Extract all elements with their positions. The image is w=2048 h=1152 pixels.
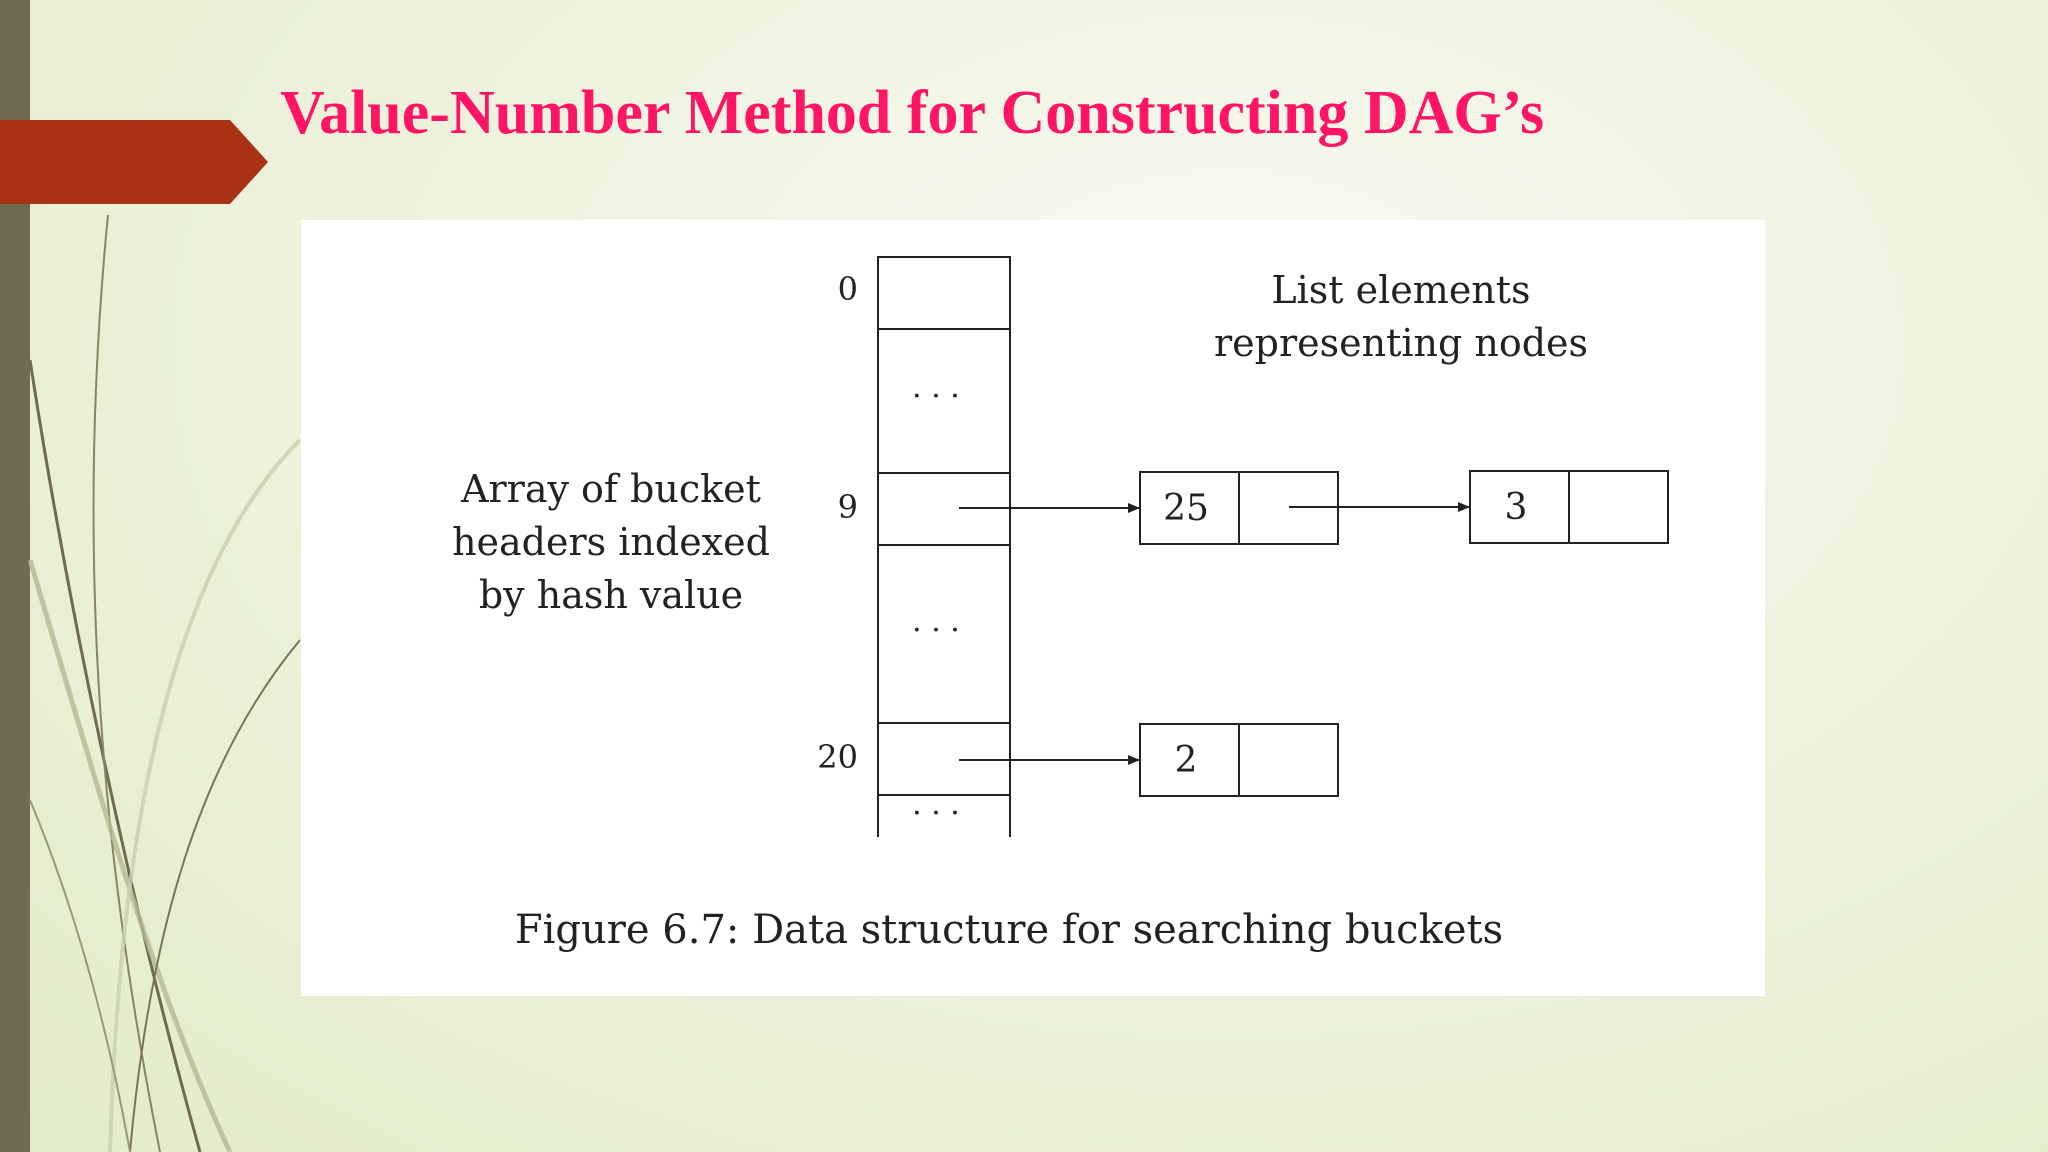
array-label-line-2: headers indexed: [452, 520, 770, 564]
bucket-array: [878, 257, 1010, 837]
node-value-3: 3: [1504, 487, 1528, 528]
ellipsis-lower: · · ·: [912, 796, 960, 831]
title-accent-arrow: [0, 120, 270, 204]
ellipsis-upper: · · ·: [912, 379, 960, 414]
array-label-line-3: by hash value: [478, 573, 744, 617]
list-label-line-1: List elements: [1271, 268, 1531, 312]
bucket-index-9: 9: [837, 488, 858, 526]
list-node-2: [1140, 724, 1338, 796]
list-label-line-2: representing nodes: [1213, 321, 1589, 365]
figure-panel: [301, 220, 1765, 996]
bucket-cell-0: [878, 257, 1010, 329]
node-value-25: 25: [1163, 488, 1209, 529]
hash-bucket-diagram: [301, 220, 1765, 996]
node-value-2: 2: [1174, 740, 1198, 781]
array-label-line-1: Array of bucket: [461, 467, 761, 511]
page-title: Value-Number Method for Constructing DAG’s: [280, 79, 1545, 147]
ellipsis-middle: · · ·: [912, 613, 960, 648]
bucket-index-20: 20: [817, 738, 858, 776]
bucket-index-0: 0: [837, 270, 858, 308]
list-node-3: [1470, 471, 1668, 543]
figure-caption: Figure 6.7: Data structure for searching buckets: [514, 907, 1504, 953]
